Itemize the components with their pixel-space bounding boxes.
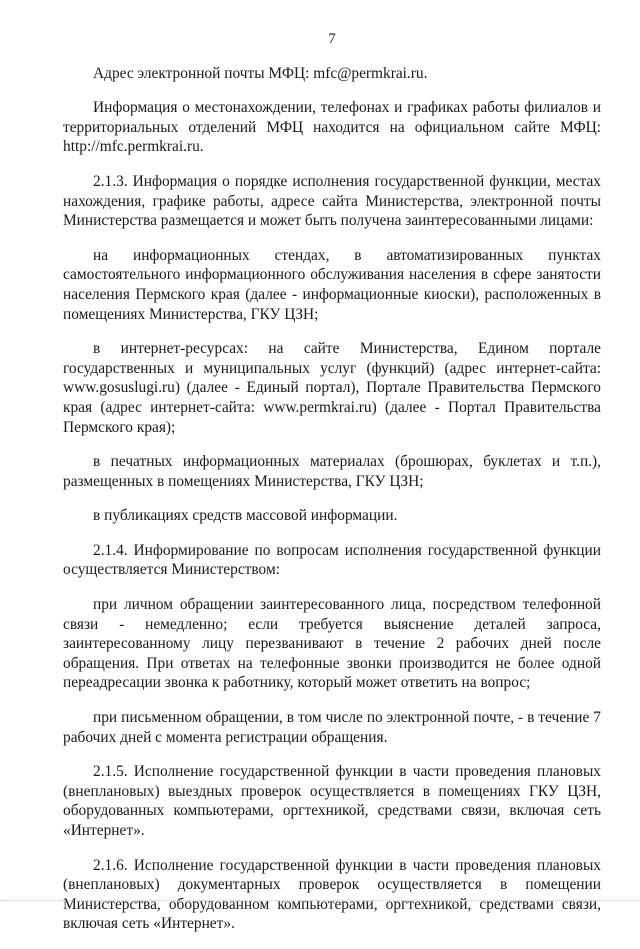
paragraph-written-request: при письменном обращении, в том числе по электронной почте, - в течение 7 рабочих дней с момента регистрации обращения.	[63, 709, 601, 746]
page-number: 7	[328, 31, 336, 47]
paragraph-personal-request: при личном обращении заинтересованного лица, посредством телефонной связи - немедленно; если требуется выяснение деталей запроса, заинтересованному лицу перезванивают в течение 2 рабочих дней после обращения. При ответах на телефонные звонки производится не более одной переадресации звонка к работнику, который может ответить на вопрос;	[63, 596, 601, 692]
document-page	[63, 30, 601, 949]
paragraph-printed-materials: в печатных информационных материалах (брошюрах, буклетах и т.п.), размещенных в помещениях Министерства, ГКУ ЦЗН;	[63, 453, 601, 490]
paragraph-info-stands: на информационных стендах, в автоматизированных пунктах самостоятельного информационного обслуживания населения в сфере занятости населения Пермского края (далее - информационные киоски), расположенных в помещениях Министерства, ГКУ ЦЗН;	[63, 246, 601, 323]
paragraph-internet-resources: в интернет-ресурсах: на сайте Министерства, Едином портале государственных и муниципальных услуг (функций) (адрес интернет-сайта: www.gosuslugi.ru) (далее - Единый портал), Портале Правительства Пермского края (адрес интернет-сайта: www.permkrai.ru) (далее - Портал Правительства Пермского края);	[63, 340, 601, 436]
paragraph-2-1-6: 2.1.6. Исполнение государственной функции в части проведения плановых (внеплановых) документарных проверок осуществляется в помещении Министерства, оборудованном компьютерами, оргтехникой, средствами связи, включая сеть «Интернет».	[63, 856, 601, 933]
paragraph-2-1-3: 2.1.3. Информация о порядке исполнения государственной функции, местах нахождения, графике работы, адресе сайта Министерства, электронной почты Министерства размещается и может быть получена заинтересованными лицами:	[63, 172, 601, 230]
paragraph-2-1-5: 2.1.5. Исполнение государственной функции в части проведения плановых (внеплановых) выездных проверок осуществляется в помещениях ГКУ ЦЗН, оборудованных компьютерами, оргтехникой, средствами связи, включая сеть «Интернет».	[63, 763, 601, 839]
paragraph-2-1-4: 2.1.4. Информирование по вопросам исполнения государственной функции осуществляется Министерством:	[63, 541, 601, 579]
paragraph-mfc-email: Адрес электронной почты МФЦ: mfc@permkrai.ru.	[93, 64, 428, 82]
paragraph-mass-media: в публикациях средств массовой информации.	[93, 507, 398, 525]
scan-edge-divider	[0, 900, 640, 901]
paragraph-mfc-branches-info: Информация о местонахождении, телефонах и графиках работы филиалов и территориальных отделений МФЦ находится на официальном сайте МФЦ: http://mfc.permkrai.ru.	[63, 99, 601, 156]
